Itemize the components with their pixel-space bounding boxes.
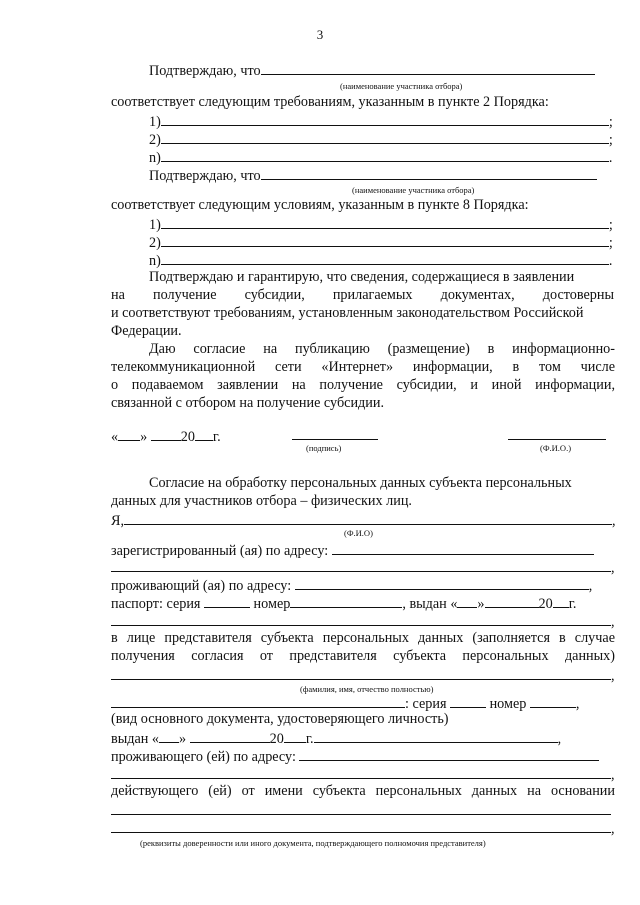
pd-rep-living-line: проживающего (ей) по адресу: <box>111 746 599 766</box>
publication-line-2: телекоммуникационной сети «Интернет» информации, в том числе <box>111 359 615 375</box>
basis-field-2[interactable] <box>111 818 611 833</box>
guarantee-line-4: Федерации. <box>111 323 182 339</box>
publication-line-3: о подаваемом заявлении на получение субсидии, и иной информации, <box>111 377 615 393</box>
pd-registered-line-2: , <box>111 557 615 577</box>
pd-heading-line-2: данных для участников отбора – физических лиц. <box>111 493 412 509</box>
pd-registered-address-field[interactable] <box>332 540 594 555</box>
rep-living-address-field[interactable] <box>299 746 599 761</box>
confirm-text: Подтверждаю, что <box>149 168 261 184</box>
condition-item-n: n) . <box>149 250 612 270</box>
confirm-text: Подтверждаю, что <box>149 63 261 79</box>
pd-fio-field[interactable] <box>124 510 612 525</box>
rep-fullname-field[interactable] <box>111 665 611 680</box>
rep-doc-type-field[interactable] <box>111 693 405 708</box>
guarantee-line-3: и соответствуют требованиям, установленным законодательством Российской <box>111 305 584 321</box>
publication-line-4: связанной с отбором на получение субсидии. <box>111 395 385 411</box>
page-number: 3 <box>316 27 324 42</box>
signature-date: « » 20 г. <box>111 426 221 446</box>
guarantee-line-1: Подтверждаю и гарантирую, что сведения, содержащиеся в заявлении <box>149 269 575 285</box>
pd-living-line: проживающий (ая) по адресу: , <box>111 575 592 595</box>
condition-field-1[interactable] <box>161 214 609 229</box>
participant-name-field-2[interactable] <box>261 165 597 180</box>
passport-month-field[interactable] <box>485 593 539 608</box>
publication-line-1: Даю согласие на публикацию (размещение) в информационно- <box>149 341 615 357</box>
pd-passport-line: паспорт: серия номер , выдан « » 20 г. <box>111 593 576 613</box>
pd-rep-line-2: получения согласия от представителя субъекта персональных данных) <box>111 648 615 664</box>
pd-doc-type-caption: (вид основного документа, удостоверяющего личность) <box>111 711 449 727</box>
rep-fullname-caption: (фамилия, имя, отчество полностью) <box>300 684 434 694</box>
rep-living-address-field-2[interactable] <box>111 764 611 779</box>
rep-doc-month-field[interactable] <box>190 728 270 743</box>
pd-rep-living-line-2: , <box>111 764 615 784</box>
participant-caption-2: (наименование участника отбора) <box>352 185 475 195</box>
pd-fio-caption: (Ф.И.О) <box>344 528 373 538</box>
passport-series-field[interactable] <box>204 593 250 608</box>
pd-rep-issued-line: выдан « » 20 г. , <box>111 728 561 748</box>
participant-caption-1: (наименование участника отбора) <box>340 81 463 91</box>
guarantee-line-2: на получение субсидии, прилагаемых документах, достоверны <box>111 287 614 303</box>
signature-day-field[interactable] <box>118 426 140 441</box>
signature-caption: (подпись) <box>306 443 342 453</box>
rep-doc-issuer-field[interactable] <box>314 728 558 743</box>
requirement-field-n[interactable] <box>161 147 609 162</box>
condition-item-1: 1) ; <box>149 214 613 234</box>
passport-year-field[interactable] <box>553 593 569 608</box>
passport-issuer-field[interactable] <box>111 611 611 626</box>
pd-registered-line: зарегистрированный (ая) по адресу: <box>111 540 594 560</box>
signer-fio-caption: (Ф.И.О.) <box>540 443 572 453</box>
signature-year-field[interactable] <box>195 426 213 441</box>
pd-fio-line: Я, , <box>111 510 616 530</box>
requirement-field-1[interactable] <box>161 111 609 126</box>
pd-registered-address-field-2[interactable] <box>111 557 611 572</box>
signature-month-field[interactable] <box>151 426 181 441</box>
basis-field-1[interactable] <box>111 800 611 815</box>
requirement-item-1: 1) ; <box>149 111 613 131</box>
pd-heading-line-1: Согласие на обработку персональных данных субъекта персональных <box>149 475 572 491</box>
condition-item-2: 2) ; <box>149 232 613 252</box>
passport-number-field[interactable] <box>290 593 402 608</box>
requisites-caption: (реквизиты доверенности или иного документа, подтверждающего полномочия представителя) <box>140 838 486 848</box>
pd-basis-line-1 <box>111 800 611 820</box>
rep-doc-series-field[interactable] <box>450 693 486 708</box>
pd-living-address-field[interactable] <box>295 575 589 590</box>
requirement-item-2: 2) ; <box>149 129 613 149</box>
pd-rep-line-1: в лице представителя субъекта персональных данных (заполняется в случае <box>111 630 615 646</box>
pd-passport-line-2: , <box>111 611 615 631</box>
participant-name-field-1[interactable] <box>261 60 595 75</box>
requirements-intro: соответствует следующим требованиям, указанным в пункте 2 Порядка: <box>111 94 549 110</box>
confirm-line-1 <box>149 60 595 80</box>
requirement-field-2[interactable] <box>161 129 609 144</box>
passport-day-field[interactable] <box>457 593 477 608</box>
condition-field-2[interactable] <box>161 232 609 247</box>
pd-acting-line: действующего (ей) от имени субъекта персональных данных на основании <box>111 783 615 799</box>
signer-fio-field[interactable] <box>508 425 606 440</box>
pd-rep-fullname-line: , <box>111 665 615 685</box>
condition-field-n[interactable] <box>161 250 609 265</box>
pd-rep-doc-line: : серия номер , <box>111 693 579 713</box>
rep-doc-number-field[interactable] <box>530 693 576 708</box>
rep-doc-day-field[interactable] <box>159 728 179 743</box>
signature-field[interactable] <box>292 425 378 440</box>
rep-doc-year-field[interactable] <box>284 728 306 743</box>
conditions-intro: соответствует следующим условиям, указанным в пункте 8 Порядка: <box>111 197 529 213</box>
confirm-line-2 <box>149 165 597 185</box>
requirement-item-n: n) . <box>149 147 612 167</box>
pd-basis-line-2: , <box>111 818 615 838</box>
